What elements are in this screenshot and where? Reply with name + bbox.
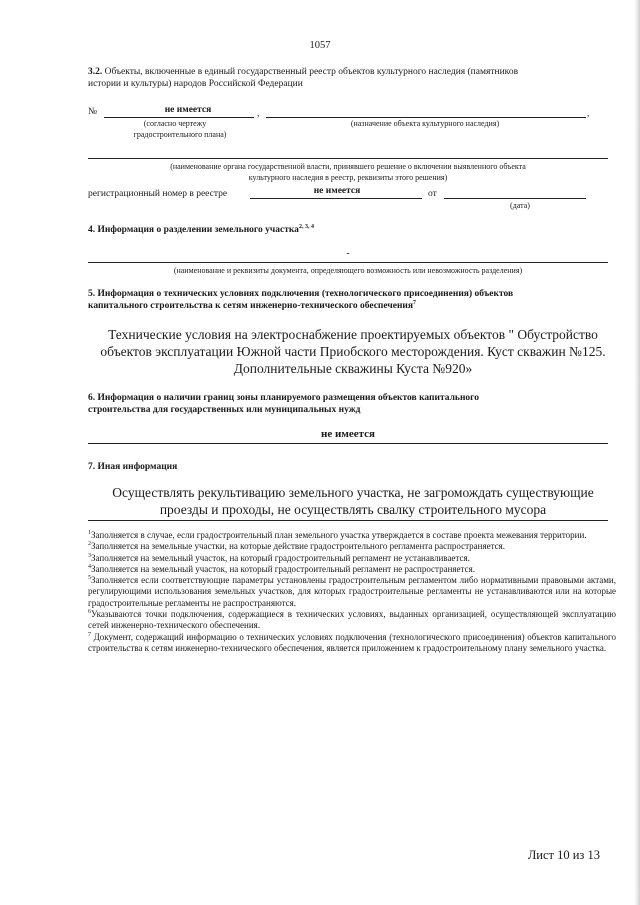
section-3-2-title-line2: истории и культуры) народов Российской Федерации: [88, 79, 303, 89]
footnote-2-text: Заполняется на земельные участки, на которые действие градостроительного регламента распространяется.: [91, 541, 506, 552]
section-4-line: [88, 262, 608, 263]
footnote-4-marker: 4: [88, 563, 91, 570]
section-5-text-line1: Технические условия на электроснабжение проектируемых объектов " Обустройство: [108, 327, 598, 342]
section-7-text-line1: Осуществлять рекультивацию земельного участка, не загромождать существующие: [112, 485, 594, 500]
footnote-1-text: Заполняется в случае, если градостроительный план земельного участка утверждается в составе проекта межевания территории.: [91, 530, 587, 540]
footnote-3-marker: 3: [88, 552, 91, 559]
footnote-1-marker: 1: [88, 530, 91, 536]
registration-value: не имеется: [313, 186, 361, 196]
section-4-value: -: [346, 249, 350, 259]
footnote-1: [88, 530, 616, 541]
footnote-3-text: Заполняется на земельный участок, на который градостроительный регламент не устанавливается.: [91, 552, 470, 563]
footnote-2-marker: 2: [88, 541, 91, 548]
comma-1: ,: [257, 109, 260, 119]
registration-line: [250, 198, 422, 199]
caption-plan-line1: (согласно чертежу: [143, 119, 207, 128]
authority-line: [88, 158, 608, 159]
section-6-title-line1: 6. Информация о наличии границ зоны планируемого размещения объектов капитального: [88, 393, 479, 403]
date-line: [444, 198, 586, 199]
section-5-text-line3: Дополнительные скважины Куста №920»: [233, 361, 473, 376]
section-6-value: не имеется: [321, 428, 375, 440]
scan-edge-shadow: [634, 0, 640, 905]
section-7-title: 7. Иная информация: [88, 462, 178, 472]
number-symbol: №: [88, 107, 98, 117]
section-5-title-line2-text: капитального строительства к сетям инженерно-технического обеспечения: [88, 301, 414, 311]
footnote-2: [88, 541, 616, 552]
footnote-6: [88, 609, 616, 632]
section-3-2-number: 3.2.: [88, 67, 103, 77]
page-number: 1057: [309, 40, 331, 51]
sheet-number: Лист 10 из 13: [527, 848, 600, 862]
footnote-5-marker: 5: [88, 575, 91, 582]
section-5-footnote-ref: 7: [413, 299, 417, 306]
date-from-label: от: [428, 189, 437, 199]
footnote-4-text: Заполняется на земельный участок, на который градостроительный регламент не распространяется.: [91, 563, 475, 574]
date-caption: (дата): [510, 201, 530, 210]
section-4-footnote-ref: 2, 3, 4: [298, 223, 314, 230]
comma-2: ,: [587, 109, 590, 119]
caption-authority-line1: (наименование органа государственной власти, принявшего решение о включении выявленного объекта: [170, 162, 526, 171]
object-number-value: не имеется: [164, 105, 212, 115]
section-7-line: [88, 520, 608, 521]
section-3-2-title: [88, 66, 608, 78]
section-4-title: [88, 224, 608, 236]
section-4-title-text: 4. Информация о разделении земельного участка: [88, 225, 299, 235]
section-5-title-line1: 5. Информация о технических условиях подключения (технологического присоединения) объектов: [88, 289, 514, 299]
caption-plan-line2: градостроительного плана): [133, 130, 227, 139]
footnote-5: [88, 575, 616, 609]
section-6-line: [88, 443, 608, 444]
object-purpose-line: [266, 117, 586, 118]
object-number-line: [104, 117, 254, 118]
section-6-title-line2: строительства для государственных или муниципальных нужд: [88, 405, 361, 415]
footnote-5-text: Заполняется если соответствующие параметры установлены градостроительным регламентом либо нормативными правовыми актами, регулирующими использования земельных участков, для которых градостроительные регламенты не устанавливаются или на которые градостроительные регламенты не распространяются.: [88, 575, 616, 608]
footnote-6-marker: 6: [88, 609, 91, 616]
footnote-3: [88, 553, 616, 564]
footnote-6-text: Указываются точки подключения, содержащиеся в технических условиях, выданных организацией, осуществляющей эксплуатацию сетей инженерно-технического обеспечения.: [88, 609, 616, 631]
section-7-text-line2: проезды и проходы, не осуществлять свалку строительного мусора: [159, 502, 547, 517]
footnote-7-text: Документ, содержащий информацию о технических условиях подключения (технологического присоединения) объектов капитального строительства к сетям инженерно-технического обеспечения, является приложением к градостроительному плану земельного участка.: [88, 631, 616, 653]
section-4-caption: (наименование и реквизиты документа, определяющего возможность или невозможность разделения): [173, 266, 523, 275]
caption-object-purpose: (назначение объекта культурного наследия): [350, 119, 500, 128]
section-5-text-line2: объектов эксплуатации Южной части Приобского месторождения. Куст скважин №125.: [100, 344, 606, 359]
section-3-2-title-line1: Объекты, включенные в единый государственный реестр объектов культурного наследия (памятников: [104, 67, 519, 77]
registration-label: регистрационный номер в реестре: [88, 189, 228, 199]
footnote-4: [88, 564, 616, 575]
footnotes: [88, 530, 616, 654]
section-5-title-line2: [88, 300, 618, 312]
footnote-7: [88, 632, 616, 655]
caption-authority-line2: культурного наследия в реестр, реквизиты этого решения): [248, 173, 448, 182]
footnote-7-marker: 7: [88, 631, 91, 638]
